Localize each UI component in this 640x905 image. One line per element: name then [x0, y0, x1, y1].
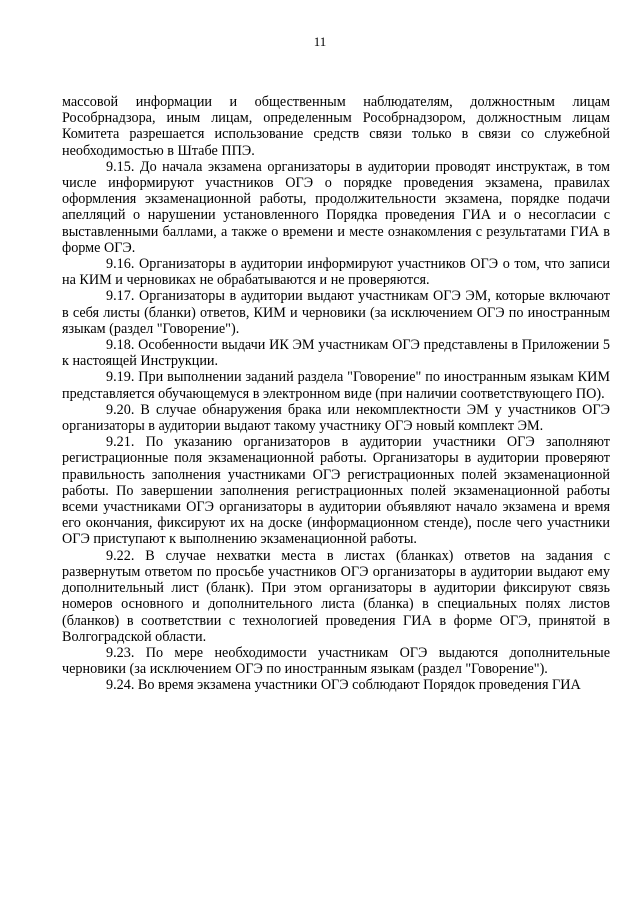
paragraph-continuation: массовой информации и общественным наблюдателям, должностным лицам Рособрнадзора, иным лицам, определенным Рособрнадзором, должностным лицам Комитета разрешается использование средств связи только в связи со служебной необходимостью в Штабе ППЭ.: [62, 94, 610, 159]
paragraph-9-18: 9.18. Особенности выдачи ИК ЭМ участникам ОГЭ представлены в Приложении 5 к настоящей Инструкции.: [62, 337, 610, 370]
paragraph-9-22: 9.22. В случае нехватки места в листах (бланках) ответов на задания с развернутым ответом по просьбе участников ОГЭ организаторы в аудитории выдают ему дополнительный лист (бланк). При этом организаторы в аудитории фиксируют связь номеров основного и дополнительного листа (бланка) в специальных полях листов (бланков) в соответствии с технологией проведения ГИА в форме ОГЭ, принятой в Волгоградской области.: [62, 547, 610, 645]
paragraph-9-17: 9.17. Организаторы в аудитории выдают участникам ОГЭ ЭМ, которые включают в себя листы (бланки) ответов, КИМ и черновики (за исключением ОГЭ по иностранным языкам (раздел "Говорение").: [62, 288, 610, 337]
paragraph-9-19: 9.19. При выполнении заданий раздела "Говорение" по иностранным языкам КИМ представляется обучающемуся в электронном виде (при наличии соответствующего ПО).: [62, 369, 610, 402]
paragraph-9-21: 9.21. По указанию организаторов в аудитории участники ОГЭ заполняют регистрационные поля экзаменационной работы. Организаторы в аудитории проверяют правильность заполнения участниками ОГЭ регистрационных полей экзаменационной работы. По завершении заполнения регистрационных полей экзаменационной работы всеми участниками ОГЭ организаторы в аудитории объявляют начало экзамена и время его окончания, фиксируют их на доске (информационном стенде), после чего участники ОГЭ приступают к выполнению экзаменационной работы.: [62, 434, 610, 548]
paragraph-9-20: 9.20. В случае обнаружения брака или некомплектности ЭМ у участников ОГЭ организаторы в аудитории выдают такому участнику ОГЭ новый комплект ЭМ.: [62, 401, 610, 435]
document-body: [62, 94, 610, 694]
paragraph-9-24: 9.24. Во время экзамена участники ОГЭ соблюдают Порядок проведения ГИА: [106, 677, 581, 694]
paragraph-9-23: 9.23. По мере необходимости участникам ОГЭ выдаются дополнительные черновики (за исключением ОГЭ по иностранным языкам (раздел "Говорение").: [62, 644, 610, 678]
page-number: 11: [313, 34, 327, 49]
paragraph-9-15: 9.15. До начала экзамена организаторы в аудитории проводят инструктаж, в том числе информируют участников ОГЭ о порядке проведения экзамена, правилах оформления экзаменационной работы, продолжительности экзамена, порядке подачи апелляций о нарушении установленного Порядка проведения ГИА и о несогласии с выставленными баллами, а также о времени и месте ознакомления с результатами ГИА в форме ОГЭ.: [62, 158, 610, 256]
paragraph-9-16: 9.16. Организаторы в аудитории информируют участников ОГЭ о том, что записи на КИМ и черновиках не обрабатываются и не проверяются.: [62, 256, 610, 289]
